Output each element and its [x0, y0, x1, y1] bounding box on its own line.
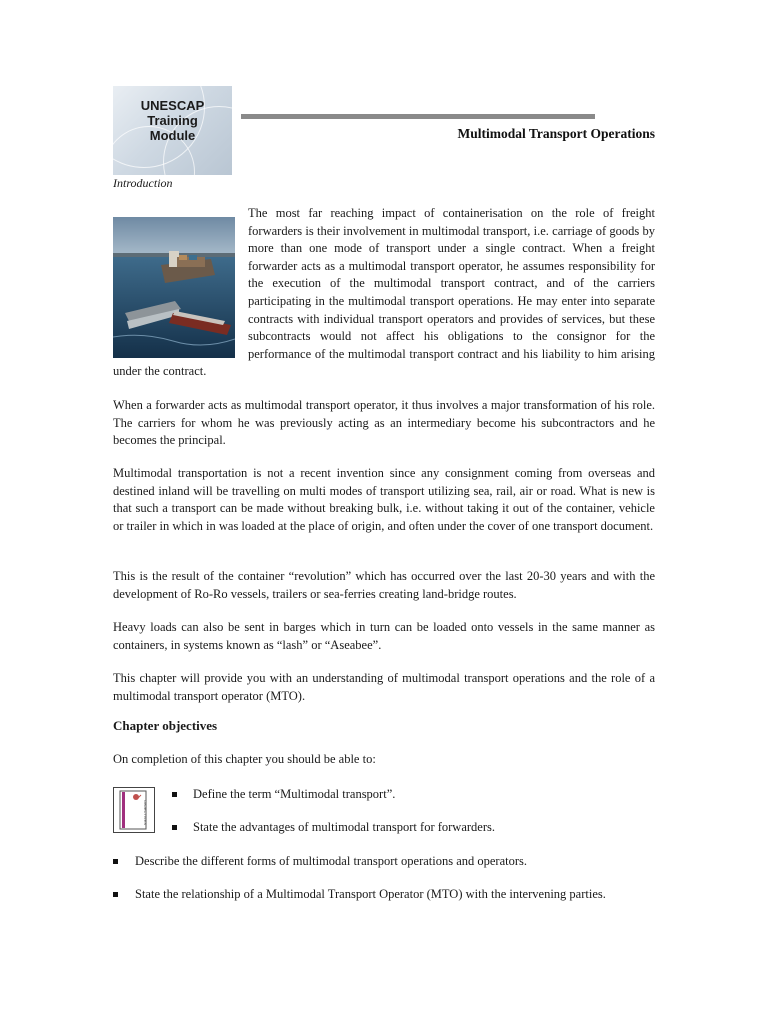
objective-text: Define the term “Multimodal transport”. [193, 787, 396, 801]
objective-item [113, 853, 655, 871]
objective-text: State the advantages of multimodal transport for forwarders. [193, 820, 495, 834]
objective-text: State the relationship of a Multimodal Transport Operator (MTO) with the intervening parties. [135, 887, 606, 901]
objectives-icon-label: OBJECTIVES [143, 800, 148, 825]
paragraph-4: This is the result of the container “revolution” which has occurred over the last 20-30 years and with the development of Ro-Ro vessels, trailers or sea-ferries creating land-bridge routes. [113, 569, 655, 601]
paragraph-3: Multimodal transportation is not a recent invention since any consignment coming from overseas and destined inland will be travelling on multi modes of transport utilizing sea, rail, air or road. What is new is that such a transport can be made without breaking bulk, i.e. without taking it out of the container, vehicle or trailer in which in was loaded at the place of origin, and often under the cover of one transport document. [113, 466, 655, 533]
objective-item [172, 819, 652, 837]
bullet-icon [113, 892, 118, 897]
objectives-book-icon [113, 787, 155, 833]
unescap-training-module-logo [113, 86, 232, 175]
section-label: Introduction [113, 176, 173, 190]
chapter-objectives-heading: Chapter objectives [113, 718, 218, 733]
logo-line-2: Training [147, 113, 198, 128]
paragraph-2: When a forwarder acts as multimodal transport operator, it thus involves a major transformation of his role. The carriers for whom he was previously acting as an intermediary become his subcontractors and he becomes the principal. [113, 398, 655, 448]
header-rule [241, 114, 595, 119]
document-title: Multimodal Transport Operations [457, 126, 655, 141]
bullet-icon [172, 792, 177, 797]
logo-line-3: Module [149, 128, 196, 143]
bullet-icon [172, 825, 177, 830]
paragraph-1-text: The most far reaching impact of containerisation on the role of freight forwarders is their involvement in multimodal transport, i.e. carriage of goods by more than one mode of transport under a single contract. When a freight forwarder acts as a multimodal transport operator, he assumes responsibility for the execution of the multimodal transport contract, and of the carriers participating in the multimodal transport operations. He may enter into separate contracts with individual transport operators and provides of services, but these subcontracts would not affect his obligations to the consignor for the performance of the multimodal transport contract and his liability to him arising under the contract. [113, 206, 655, 379]
objective-text: Describe the different forms of multimodal transport operations and operators. [135, 854, 528, 868]
objective-item [113, 886, 655, 904]
logo-line-1: UNESCAP [140, 98, 205, 113]
objective-item [172, 786, 652, 804]
bullet-icon [113, 859, 118, 864]
intro-paragraph [113, 205, 655, 381]
objectives-lead: On completion of this chapter you should be able to: [113, 752, 376, 766]
paragraph-5: Heavy loads can also be sent in barges which in turn can be loaded onto vessels in the same manner as containers, in systems known as “lash” or “Aseabee”. [113, 620, 655, 652]
photo-float-space [113, 205, 248, 355]
paragraph-6: This chapter will provide you with an understanding of multimodal transport operations and the role of a multimodal transport operator (MTO). [113, 671, 655, 703]
